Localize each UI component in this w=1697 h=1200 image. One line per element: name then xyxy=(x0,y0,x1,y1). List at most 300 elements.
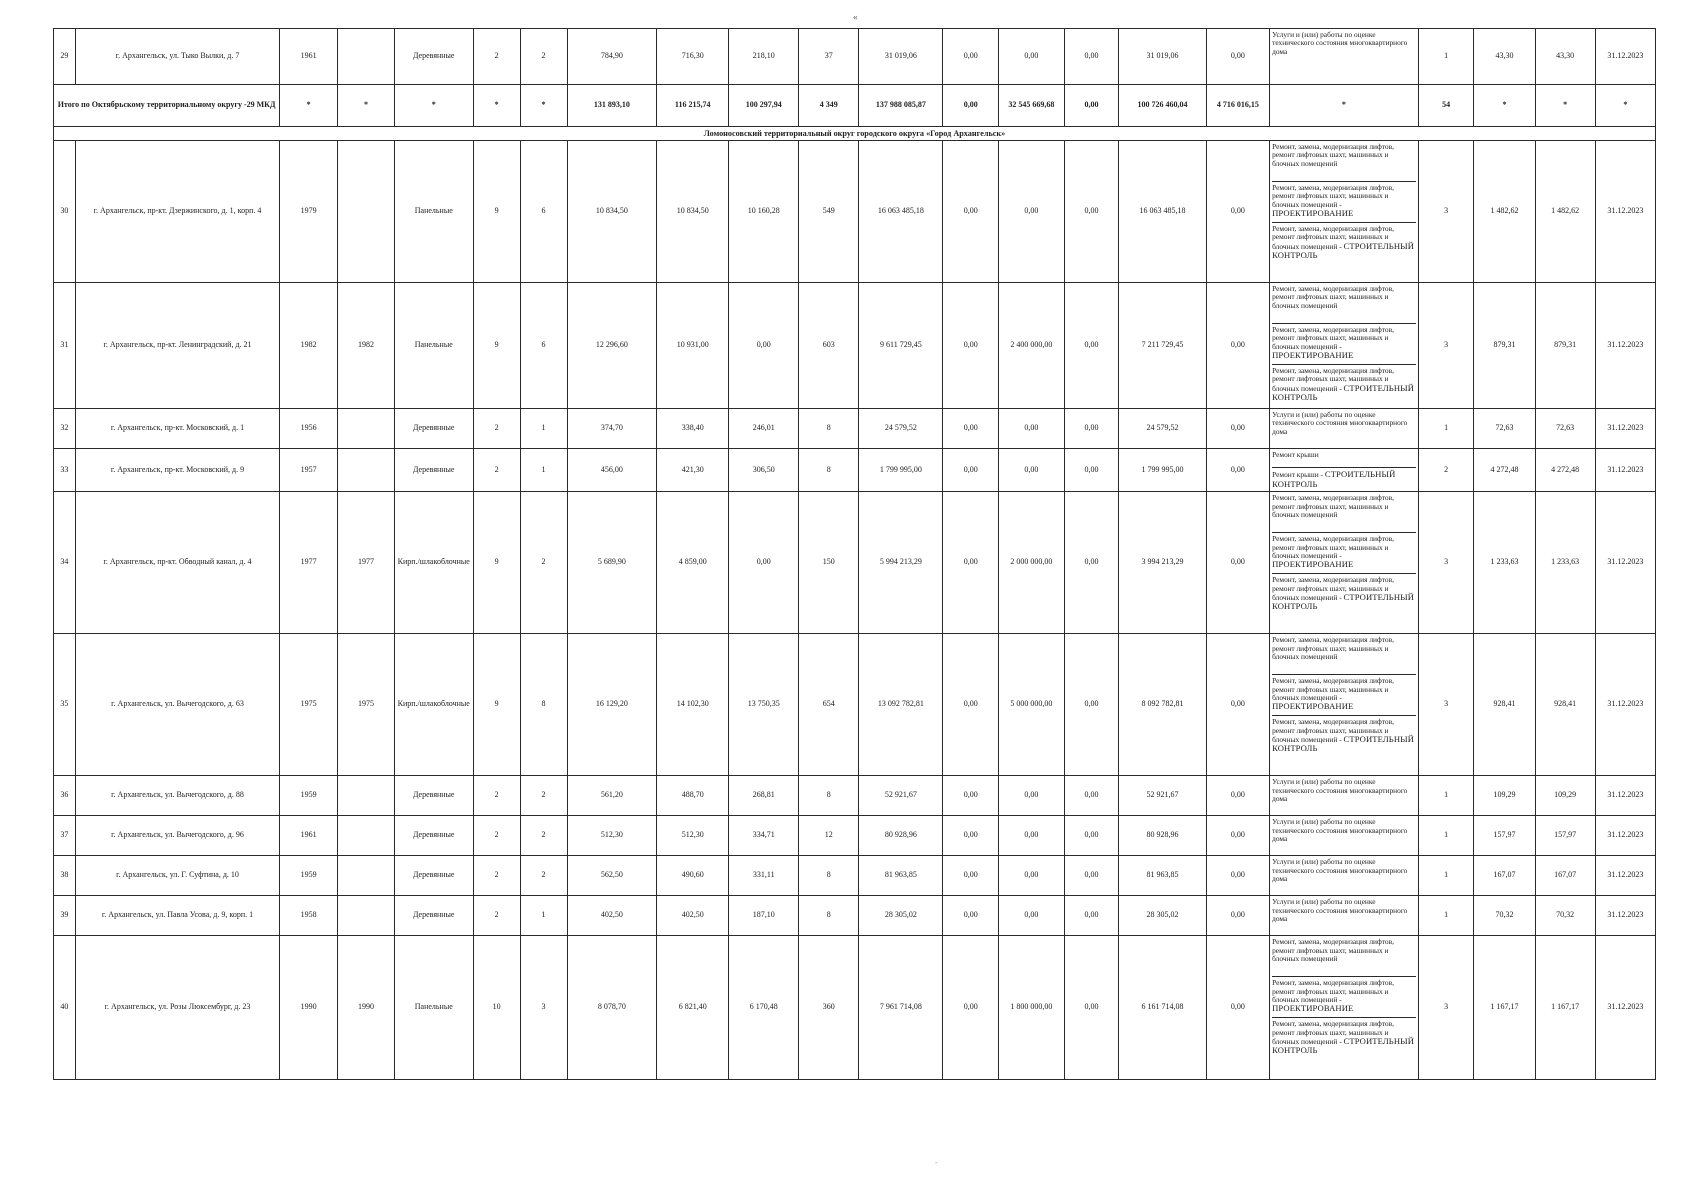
fund-other-cell: 4 716 016,15 xyxy=(1206,85,1269,127)
wall-material-cell: Деревянные xyxy=(394,816,473,856)
year-overhaul-cell xyxy=(338,816,395,856)
fund-other-cell: 0,00 xyxy=(1206,896,1269,936)
row-number: 32 xyxy=(54,409,76,449)
wall-material-cell: Деревянные xyxy=(394,409,473,449)
wall-material-cell: Деревянные xyxy=(394,776,473,816)
fund-local-cell: 0,00 xyxy=(1064,896,1119,936)
wall-material-cell: Кирп./шлакоблочные xyxy=(394,634,473,776)
entrances-cell: 6 xyxy=(520,141,567,283)
floors-cell: 2 xyxy=(473,896,520,936)
work-count-cell: 3 xyxy=(1418,936,1474,1080)
work-item xyxy=(1272,938,1416,977)
fund-federal-cell: 0,00 xyxy=(943,936,999,1080)
cost-total-cell: 80 928,96 xyxy=(859,816,943,856)
cost-total-cell: 16 063 485,18 xyxy=(859,141,943,283)
works-cell xyxy=(1270,141,1419,283)
work-item xyxy=(1272,718,1416,756)
specific-cost-cell: 1 233,63 xyxy=(1474,492,1535,634)
area-living-cell: 218,10 xyxy=(729,29,799,85)
fund-region-cell: 0,00 xyxy=(999,29,1065,85)
specific-cost-cell: 70,32 xyxy=(1474,896,1535,936)
max-cost-cell: 928,41 xyxy=(1535,634,1595,776)
specific-cost-cell: 167,07 xyxy=(1474,856,1535,896)
area-living-cell: 6 170,48 xyxy=(729,936,799,1080)
area-premises-cell: 10 834,50 xyxy=(657,141,729,283)
fund-local-cell: 0,00 xyxy=(1064,141,1119,283)
fund-owners-cell: 80 928,96 xyxy=(1119,816,1206,856)
works-cell: * xyxy=(1270,85,1419,127)
residents-cell: 603 xyxy=(799,283,859,409)
area-total-cell: 456,00 xyxy=(567,449,657,492)
address-cell: г. Архангельск, пр-кт. Ленинградский, д. 21 xyxy=(75,283,279,409)
wall-material-cell: Панельные xyxy=(394,283,473,409)
fund-owners-cell: 31 019,06 xyxy=(1119,29,1206,85)
entrances-cell: 8 xyxy=(520,634,567,776)
year-overhaul-cell xyxy=(338,896,395,936)
area-premises-cell: 421,30 xyxy=(657,449,729,492)
fund-federal-cell: 0,00 xyxy=(943,449,999,492)
capital-repair-register-table xyxy=(53,28,1656,1080)
max-cost-cell: 1 482,62 xyxy=(1535,141,1595,283)
specific-cost-cell: 109,29 xyxy=(1474,776,1535,816)
work-item xyxy=(1272,143,1416,182)
area-total-cell: 374,70 xyxy=(567,409,657,449)
max-cost-cell: 4 272,48 xyxy=(1535,449,1595,492)
area-total-cell: 10 834,50 xyxy=(567,141,657,283)
cost-total-cell: 24 579,52 xyxy=(859,409,943,449)
floors-cell: 9 xyxy=(473,634,520,776)
address-cell: г. Архангельск, ул. Вычегодского, д. 96 xyxy=(75,816,279,856)
residents-cell: 360 xyxy=(799,936,859,1080)
area-premises-cell: 14 102,30 xyxy=(657,634,729,776)
max-cost-cell: 167,07 xyxy=(1535,856,1595,896)
fund-local-cell: 0,00 xyxy=(1064,492,1119,634)
specific-cost-cell: 1 167,17 xyxy=(1474,936,1535,1080)
year-overhaul-cell xyxy=(338,409,395,449)
floors-cell: 9 xyxy=(473,492,520,634)
page-bottom-mark: - xyxy=(935,1158,938,1167)
fund-other-cell: 0,00 xyxy=(1206,29,1269,85)
work-count-cell: 1 xyxy=(1418,856,1474,896)
area-total-cell: 8 078,70 xyxy=(567,936,657,1080)
deadline-cell: 31.12.2023 xyxy=(1595,776,1655,816)
works-cell xyxy=(1270,634,1419,776)
address-cell: г. Архангельск, ул. Вычегодского, д. 88 xyxy=(75,776,279,816)
work-item-stage: СТРОИТЕЛЬНЫЙ КОНТРОЛЬ xyxy=(1272,469,1396,489)
work-item-text: Ремонт, замена, модернизация лифтов, ремонт лифтовых шахт, машинных и блочных помещений - xyxy=(1272,1019,1394,1046)
area-premises-cell: 402,50 xyxy=(657,896,729,936)
work-count-cell: 1 xyxy=(1418,896,1474,936)
fund-region-cell: 1 800 000,00 xyxy=(999,936,1065,1080)
works-cell xyxy=(1270,283,1419,409)
fund-owners-cell: 3 994 213,29 xyxy=(1119,492,1206,634)
fund-local-cell: 0,00 xyxy=(1064,85,1119,127)
wall-material-cell: Деревянные xyxy=(394,856,473,896)
year-built-cell: 1958 xyxy=(280,896,338,936)
work-item-stage: СТРОИТЕЛЬНЫЙ КОНТРОЛЬ xyxy=(1272,240,1415,261)
fund-owners-cell: 100 726 460,04 xyxy=(1119,85,1206,127)
deadline-cell: 31.12.2023 xyxy=(1595,634,1655,776)
fund-region-cell: 0,00 xyxy=(999,816,1065,856)
max-cost-cell: 109,29 xyxy=(1535,776,1595,816)
area-living-cell: 10 160,28 xyxy=(729,141,799,283)
work-item-text: Ремонт, замена, модернизация лифтов, ремонт лифтовых шахт, машинных и блочных помещений - xyxy=(1272,366,1394,393)
fund-federal-cell: 0,00 xyxy=(943,896,999,936)
fund-region-cell: 0,00 xyxy=(999,856,1065,896)
work-count-cell: 3 xyxy=(1418,634,1474,776)
cost-total-cell: 13 092 782,81 xyxy=(859,634,943,776)
work-item-stage: СТРОИТЕЛЬНЫЙ КОНТРОЛЬ xyxy=(1272,382,1415,403)
residents-cell: 37 xyxy=(799,29,859,85)
area-total-cell: 16 129,20 xyxy=(567,634,657,776)
work-item xyxy=(1272,576,1416,614)
deadline-cell: * xyxy=(1595,85,1655,127)
table-row xyxy=(54,141,1656,283)
total-label: Итого по Октябрьскому территориальному округу -29 МКД xyxy=(54,85,280,127)
entrances-cell: 2 xyxy=(520,492,567,634)
work-item xyxy=(1272,818,1416,845)
work-item-text: Услуги и (или) работы по оценке технического состояния многоквартирного дома xyxy=(1272,897,1408,923)
fund-federal-cell: 0,00 xyxy=(943,856,999,896)
fund-other-cell: 0,00 xyxy=(1206,856,1269,896)
specific-cost-cell: 72,63 xyxy=(1474,409,1535,449)
entrances-cell: 2 xyxy=(520,776,567,816)
year-built-cell: 1957 xyxy=(280,449,338,492)
deadline-cell: 31.12.2023 xyxy=(1595,492,1655,634)
work-item-text: Ремонт, замена, модернизация лифтов, ремонт лифтовых шахт, машинных и блочных помещений - xyxy=(1272,978,1394,1004)
work-item-text: Ремонт крыши - xyxy=(1272,470,1323,479)
entrances-cell: 2 xyxy=(520,816,567,856)
wall-material-cell: Панельные xyxy=(394,141,473,283)
work-item-stage: ПРОЕКТИРОВАНИЕ xyxy=(1272,701,1354,712)
fund-local-cell: 0,00 xyxy=(1064,936,1119,1080)
fund-region-cell: 0,00 xyxy=(999,409,1065,449)
works-cell xyxy=(1270,896,1419,936)
deadline-cell: 31.12.2023 xyxy=(1595,449,1655,492)
area-living-cell: 100 297,94 xyxy=(729,85,799,127)
work-item-text: Ремонт, замена, модернизация лифтов, ремонт лифтовых шахт, машинных и блочных помещений - xyxy=(1272,224,1394,251)
work-item-text: Ремонт, замена, модернизация лифтов, ремонт лифтовых шахт, машинных и блочных помещений - xyxy=(1272,534,1394,560)
wall-material-cell: Панельные xyxy=(394,936,473,1080)
fund-owners-cell: 7 211 729,45 xyxy=(1119,283,1206,409)
row-number: 34 xyxy=(54,492,76,634)
area-living-cell: 0,00 xyxy=(729,492,799,634)
deadline-cell: 31.12.2023 xyxy=(1595,856,1655,896)
wall-material-cell: Деревянные xyxy=(394,29,473,85)
table-row xyxy=(54,449,1656,492)
section-header-row xyxy=(54,127,1656,141)
work-item xyxy=(1272,470,1416,491)
work-item-text: Ремонт, замена, модернизация лифтов, ремонт лифтовых шахт, машинных и блочных помещений xyxy=(1272,493,1394,519)
fund-local-cell: 0,00 xyxy=(1064,816,1119,856)
fund-region-cell: 2 000 000,00 xyxy=(999,492,1065,634)
area-living-cell: 0,00 xyxy=(729,283,799,409)
address-cell: г. Архангельск, ул. Павла Усова, д. 9, корп. 1 xyxy=(75,896,279,936)
floors-cell: * xyxy=(473,85,520,127)
fund-owners-cell: 8 092 782,81 xyxy=(1119,634,1206,776)
fund-federal-cell: 0,00 xyxy=(943,776,999,816)
area-total-cell: 562,50 xyxy=(567,856,657,896)
max-cost-cell: 879,31 xyxy=(1535,283,1595,409)
work-item xyxy=(1272,1020,1416,1058)
deadline-cell: 31.12.2023 xyxy=(1595,29,1655,85)
work-item-text: Ремонт, замена, модернизация лифтов, ремонт лифтовых шахт, машинных и блочных помещений - xyxy=(1272,676,1394,702)
year-overhaul-cell: 1977 xyxy=(338,492,395,634)
work-item-text: Ремонт, замена, модернизация лифтов, ремонт лифтовых шахт, машинных и блочных помещений - xyxy=(1272,325,1394,351)
area-living-cell: 268,81 xyxy=(729,776,799,816)
residents-cell: 150 xyxy=(799,492,859,634)
year-built-cell: 1979 xyxy=(280,141,338,283)
table-row xyxy=(54,492,1656,634)
fund-federal-cell: 0,00 xyxy=(943,283,999,409)
cost-total-cell: 31 019,06 xyxy=(859,29,943,85)
work-item-stage: ПРОЕКТИРОВАНИЕ xyxy=(1272,349,1354,360)
work-item-stage: ПРОЕКТИРОВАНИЕ xyxy=(1272,1003,1354,1014)
year-built-cell: 1959 xyxy=(280,856,338,896)
area-premises-cell: 116 215,74 xyxy=(657,85,729,127)
fund-owners-cell: 6 161 714,08 xyxy=(1119,936,1206,1080)
area-premises-cell: 716,30 xyxy=(657,29,729,85)
max-cost-cell: * xyxy=(1535,85,1595,127)
cost-total-cell: 1 799 995,00 xyxy=(859,449,943,492)
entrances-cell: 2 xyxy=(520,29,567,85)
area-living-cell: 187,10 xyxy=(729,896,799,936)
address-cell: г. Архангельск, пр-кт. Московский, д. 1 xyxy=(75,409,279,449)
year-overhaul-cell: 1975 xyxy=(338,634,395,776)
work-count-cell: 3 xyxy=(1418,283,1474,409)
fund-owners-cell: 52 921,67 xyxy=(1119,776,1206,816)
entrances-cell: 3 xyxy=(520,936,567,1080)
floors-cell: 9 xyxy=(473,283,520,409)
specific-cost-cell: 1 482,62 xyxy=(1474,141,1535,283)
address-cell: г. Архангельск, ул. Розы Люксембург, д. 23 xyxy=(75,936,279,1080)
work-count-cell: 1 xyxy=(1418,816,1474,856)
cost-total-cell: 9 611 729,45 xyxy=(859,283,943,409)
work-item-text: Ремонт, замена, модернизация лифтов, ремонт лифтовых шахт, машинных и блочных помещений xyxy=(1272,142,1394,168)
fund-federal-cell: 0,00 xyxy=(943,141,999,283)
deadline-cell: 31.12.2023 xyxy=(1595,409,1655,449)
year-built-cell: 1956 xyxy=(280,409,338,449)
residents-cell: 8 xyxy=(799,896,859,936)
table-row xyxy=(54,816,1656,856)
area-total-cell: 131 893,10 xyxy=(567,85,657,127)
year-built-cell: 1977 xyxy=(280,492,338,634)
year-overhaul-cell: 1982 xyxy=(338,283,395,409)
area-total-cell: 784,90 xyxy=(567,29,657,85)
work-item xyxy=(1272,979,1416,1018)
fund-federal-cell: 0,00 xyxy=(943,29,999,85)
row-number: 33 xyxy=(54,449,76,492)
row-number: 29 xyxy=(54,29,76,85)
total-row-oktyabrsky xyxy=(54,85,1656,127)
area-total-cell: 5 689,90 xyxy=(567,492,657,634)
fund-federal-cell: 0,00 xyxy=(943,409,999,449)
residents-cell: 654 xyxy=(799,634,859,776)
year-overhaul-cell xyxy=(338,776,395,816)
table-row xyxy=(54,776,1656,816)
section-title: Ломоносовский территориальный округ городского округа «Город Архангельск» xyxy=(54,127,1656,141)
max-cost-cell: 1 233,63 xyxy=(1535,492,1595,634)
area-total-cell: 12 296,60 xyxy=(567,283,657,409)
deadline-cell: 31.12.2023 xyxy=(1595,816,1655,856)
entrances-cell: 6 xyxy=(520,283,567,409)
fund-local-cell: 0,00 xyxy=(1064,283,1119,409)
year-built-cell: 1959 xyxy=(280,776,338,816)
area-living-cell: 306,50 xyxy=(729,449,799,492)
work-count-cell: 3 xyxy=(1418,492,1474,634)
work-count-cell: 1 xyxy=(1418,776,1474,816)
fund-other-cell: 0,00 xyxy=(1206,634,1269,776)
row-number: 31 xyxy=(54,283,76,409)
page-top-mark: « xyxy=(853,12,858,22)
cost-total-cell: 137 988 085,87 xyxy=(859,85,943,127)
row-number: 35 xyxy=(54,634,76,776)
fund-local-cell: 0,00 xyxy=(1064,856,1119,896)
row-number: 40 xyxy=(54,936,76,1080)
deadline-cell: 31.12.2023 xyxy=(1595,936,1655,1080)
work-item xyxy=(1272,451,1416,468)
fund-other-cell: 0,00 xyxy=(1206,816,1269,856)
area-living-cell: 246,01 xyxy=(729,409,799,449)
area-premises-cell: 512,30 xyxy=(657,816,729,856)
area-premises-cell: 488,70 xyxy=(657,776,729,816)
entrances-cell: 1 xyxy=(520,449,567,492)
works-cell xyxy=(1270,409,1419,449)
work-item xyxy=(1272,636,1416,675)
cost-total-cell: 52 921,67 xyxy=(859,776,943,816)
residents-cell: 8 xyxy=(799,856,859,896)
work-count-cell: 3 xyxy=(1418,141,1474,283)
year-overhaul-cell xyxy=(338,856,395,896)
wall-material-cell: Деревянные xyxy=(394,449,473,492)
floors-cell: 2 xyxy=(473,449,520,492)
year-built-cell: 1990 xyxy=(280,936,338,1080)
year-built-cell: 1961 xyxy=(280,29,338,85)
fund-region-cell: 5 000 000,00 xyxy=(999,634,1065,776)
specific-cost-cell: 43,30 xyxy=(1474,29,1535,85)
residents-cell: 8 xyxy=(799,776,859,816)
deadline-cell: 31.12.2023 xyxy=(1595,141,1655,283)
fund-owners-cell: 16 063 485,18 xyxy=(1119,141,1206,283)
fund-federal-cell: 0,00 xyxy=(943,492,999,634)
floors-cell: 10 xyxy=(473,936,520,1080)
fund-other-cell: 0,00 xyxy=(1206,492,1269,634)
wall-material-cell: Деревянные xyxy=(394,896,473,936)
area-premises-cell: 6 821,40 xyxy=(657,936,729,1080)
year-overhaul-cell: 1990 xyxy=(338,936,395,1080)
work-item-text: Ремонт, замена, модернизация лифтов, ремонт лифтовых шахт, машинных и блочных помещений xyxy=(1272,937,1394,963)
floors-cell: 2 xyxy=(473,816,520,856)
area-premises-cell: 4 859,00 xyxy=(657,492,729,634)
work-count-cell: 54 xyxy=(1418,85,1474,127)
work-item xyxy=(1272,225,1416,263)
entrances-cell: 2 xyxy=(520,856,567,896)
works-cell xyxy=(1270,776,1419,816)
fund-region-cell: 0,00 xyxy=(999,896,1065,936)
work-item-stage: СТРОИТЕЛЬНЫЙ КОНТРОЛЬ xyxy=(1272,1035,1415,1056)
floors-cell: 9 xyxy=(473,141,520,283)
residents-cell: 549 xyxy=(799,141,859,283)
fund-federal-cell: 0,00 xyxy=(943,634,999,776)
area-total-cell: 512,30 xyxy=(567,816,657,856)
work-item-text: Ремонт, замена, модернизация лифтов, ремонт лифтовых шахт, машинных и блочных помещений - xyxy=(1272,717,1394,744)
area-living-cell: 331,11 xyxy=(729,856,799,896)
entrances-cell: 1 xyxy=(520,896,567,936)
fund-other-cell: 0,00 xyxy=(1206,141,1269,283)
address-cell: г. Архангельск, ул. Вычегодского, д. 63 xyxy=(75,634,279,776)
fund-local-cell: 0,00 xyxy=(1064,449,1119,492)
fund-federal-cell: 0,00 xyxy=(943,85,999,127)
fund-region-cell: 0,00 xyxy=(999,141,1065,283)
table-row xyxy=(54,856,1656,896)
row-number: 38 xyxy=(54,856,76,896)
work-item-text: Услуги и (или) работы по оценке технического состояния многоквартирного дома xyxy=(1272,30,1408,56)
residents-cell: 4 349 xyxy=(799,85,859,127)
work-item xyxy=(1272,778,1416,805)
area-premises-cell: 490,60 xyxy=(657,856,729,896)
work-item xyxy=(1272,858,1416,885)
work-item-text: Ремонт, замена, модернизация лифтов, ремонт лифтовых шахт, машинных и блочных помещений xyxy=(1272,284,1394,310)
work-count-cell: 1 xyxy=(1418,29,1474,85)
works-cell xyxy=(1270,29,1419,85)
floors-cell: 2 xyxy=(473,409,520,449)
wall-material-cell: Кирп./шлакоблочные xyxy=(394,492,473,634)
floors-cell: 2 xyxy=(473,29,520,85)
cost-total-cell: 7 961 714,08 xyxy=(859,936,943,1080)
work-item xyxy=(1272,367,1416,405)
work-item-text: Услуги и (или) работы по оценке технического состояния многоквартирного дома xyxy=(1272,410,1408,436)
specific-cost-cell: 928,41 xyxy=(1474,634,1535,776)
row-number: 37 xyxy=(54,816,76,856)
cost-total-cell: 28 305,02 xyxy=(859,896,943,936)
work-item xyxy=(1272,535,1416,574)
works-cell xyxy=(1270,816,1419,856)
row-number: 30 xyxy=(54,141,76,283)
table-row xyxy=(54,896,1656,936)
work-item xyxy=(1272,285,1416,324)
max-cost-cell: 43,30 xyxy=(1535,29,1595,85)
row-number: 36 xyxy=(54,776,76,816)
works-cell xyxy=(1270,449,1419,492)
specific-cost-cell: 879,31 xyxy=(1474,283,1535,409)
specific-cost-cell: * xyxy=(1474,85,1535,127)
work-item-text: Ремонт крыши xyxy=(1272,450,1319,459)
max-cost-cell: 70,32 xyxy=(1535,896,1595,936)
table-row xyxy=(54,936,1656,1080)
address-cell: г. Архангельск, пр-кт. Дзержинского, д. 1, корп. 4 xyxy=(75,141,279,283)
fund-region-cell: 0,00 xyxy=(999,776,1065,816)
entrances-cell: 1 xyxy=(520,409,567,449)
fund-region-cell: 32 545 669,68 xyxy=(999,85,1065,127)
area-living-cell: 13 750,35 xyxy=(729,634,799,776)
fund-other-cell: 0,00 xyxy=(1206,936,1269,1080)
work-item xyxy=(1272,411,1416,438)
work-item xyxy=(1272,898,1416,925)
table-row xyxy=(54,409,1656,449)
residents-cell: 8 xyxy=(799,409,859,449)
area-total-cell: 561,20 xyxy=(567,776,657,816)
table-row xyxy=(54,283,1656,409)
entrances-cell: * xyxy=(520,85,567,127)
work-item xyxy=(1272,494,1416,533)
address-cell: г. Архангельск, пр-кт. Московский, д. 9 xyxy=(75,449,279,492)
row-number: 39 xyxy=(54,896,76,936)
fund-owners-cell: 1 799 995,00 xyxy=(1119,449,1206,492)
area-premises-cell: 10 931,00 xyxy=(657,283,729,409)
area-living-cell: 334,71 xyxy=(729,816,799,856)
fund-local-cell: 0,00 xyxy=(1064,634,1119,776)
year-overhaul-cell xyxy=(338,29,395,85)
